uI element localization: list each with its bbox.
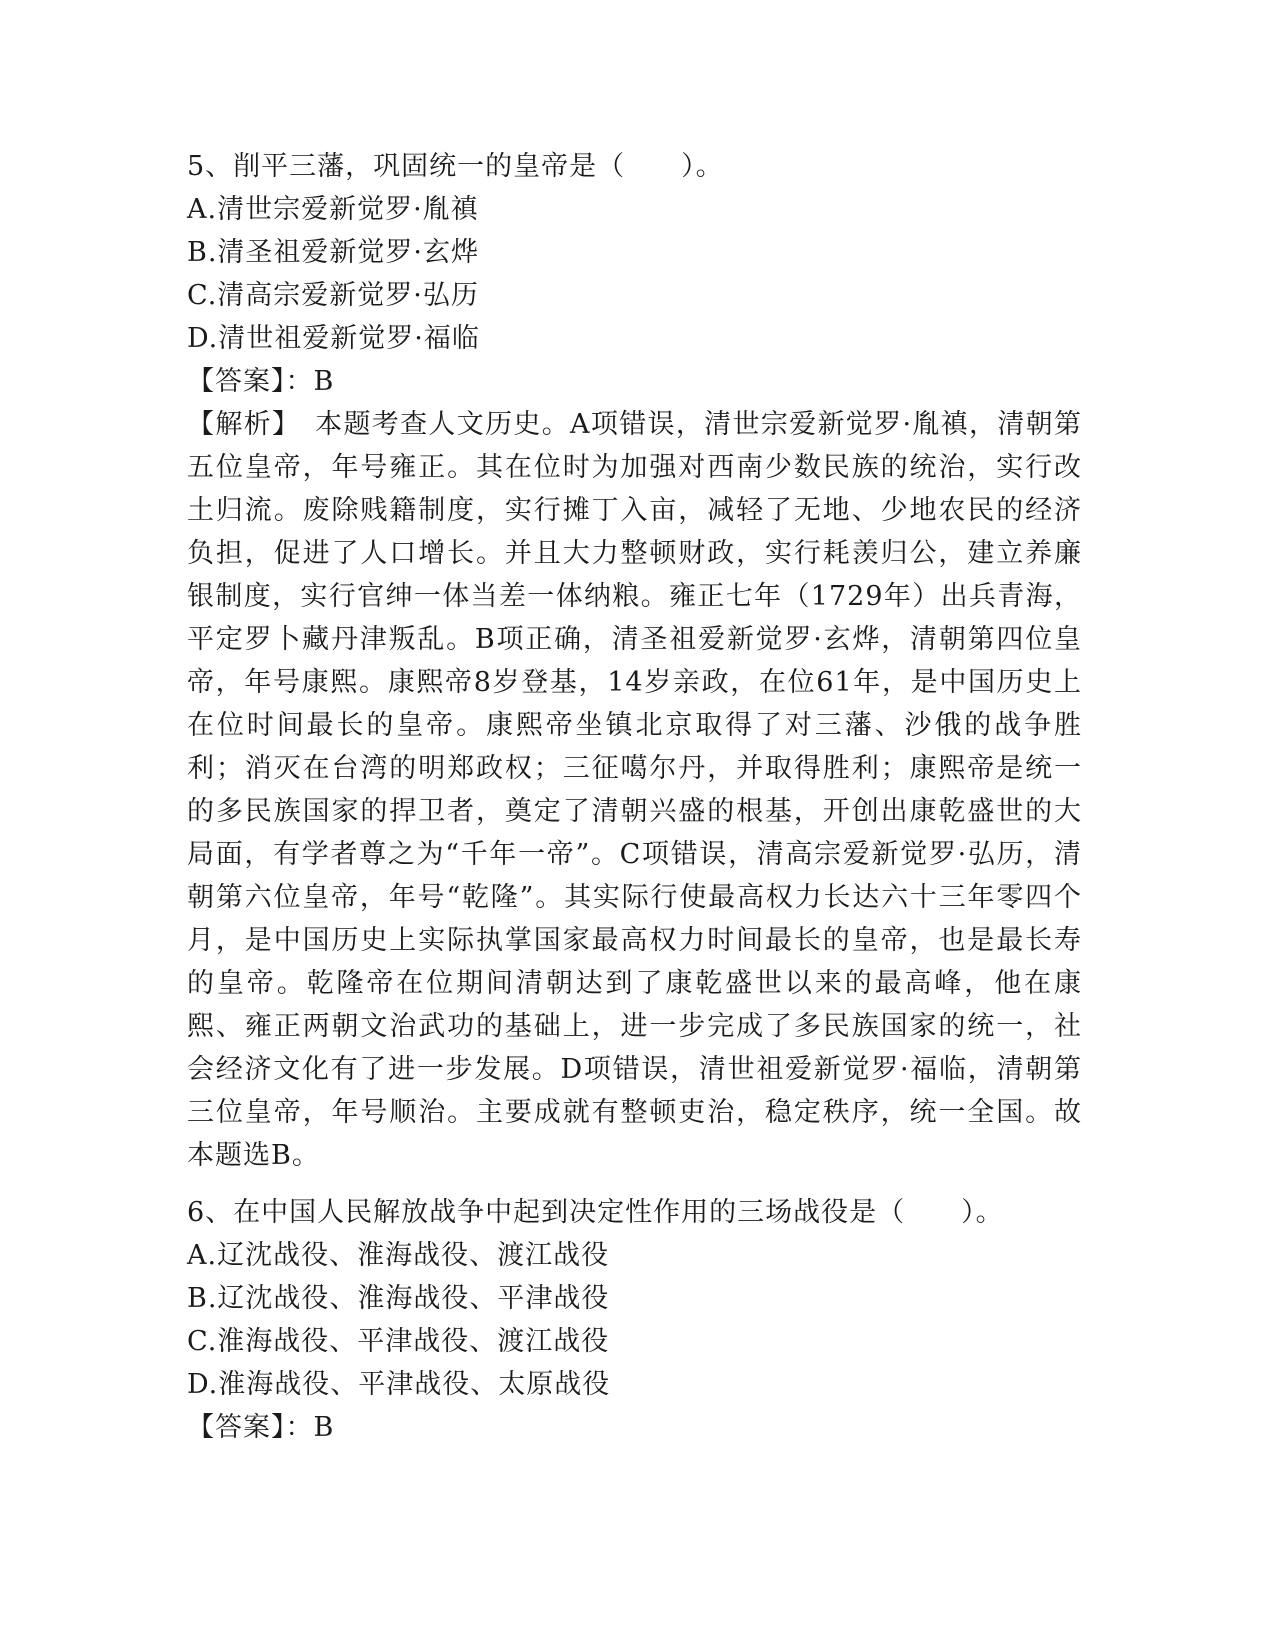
option-a: A.辽沈战役、淮海战役、渡江战役 xyxy=(187,1240,610,1271)
option-b: B.辽沈战役、淮海战役、平津战役 xyxy=(187,1283,610,1314)
option-d: D.淮海战役、平津战役、太原战役 xyxy=(187,1369,611,1400)
question-stem: 5、削平三藩，巩固统一的皇帝是（ ）。 xyxy=(187,151,724,182)
question-stem: 6、在中国人民解放战争中起到决定性作用的三场战役是（ ）。 xyxy=(187,1197,1004,1228)
option-c: C.淮海战役、平津战役、渡江战役 xyxy=(187,1326,610,1357)
option-b: B.清圣祖爱新觉罗·玄烨 xyxy=(187,237,480,268)
document-page xyxy=(187,145,1087,1449)
option-a: A.清世宗爱新觉罗·胤禛 xyxy=(187,194,479,225)
option-c: C.清高宗爱新觉罗·弘历 xyxy=(187,280,479,311)
option-d: D.清世祖爱新觉罗·福临 xyxy=(187,323,480,354)
explanation-paragraph: 【解析】 本题考查人文历史。A项错误，清世宗爱新觉罗·胤禛，清朝第五位皇帝，年号雍正。其在位时为加强对西南少数民族的统治，实行改土归流。废除贱籍制度，实行摊丁入亩，减轻了无地、少地农民的经济负担，促进了人口增长。并且大力整顿财政，实行耗羡归公，建立养廉银制度，实行官绅一体当差一体纳粮。雍正七年（1729年）出兵青海，平定罗卜藏丹津叛乱。B项正确，清圣祖爱新觉罗·玄烨，清朝第四位皇帝，年号康熙。康熙帝8岁登基，14岁亲政，在位61年，是中国历史上在位时间最长的皇帝。康熙帝坐镇北京取得了对三藩、沙俄的战争胜利；消灭在台湾的明郑政权；三征噶尔丹，并取得胜利；康熙帝是统一的多民族国家的捍卫者，奠定了清朝兴盛的根基，开创出康乾盛世的大局面，有学者尊之为“千年一帝”。C项错误，清高宗爱新觉罗·弘历，清朝第六位皇帝，年号“乾隆”。其实际行使最高权力长达六十三年零四个月，是中国历史上实际执掌国家最高权力时间最长的皇帝，也是最长寿的皇帝。乾隆帝在位期间清朝达到了康乾盛世以来的最高峰，他在康熙、雍正两朝文治武功的基础上，进一步完成了多民族国家的统一，社会经济文化有了进一步发展。D项错误，清世祖爱新觉罗·福临，清朝第三位皇帝，年号顺治。主要成就有整顿吏治，稳定秩序，统一全国。故本题选B。 xyxy=(187,409,1082,1171)
answer-line: 【答案】：B xyxy=(187,366,335,397)
question-spacer xyxy=(187,1177,1087,1191)
question-6 xyxy=(187,1191,1087,1449)
answer-line: 【答案】：B xyxy=(187,1412,335,1443)
question-5 xyxy=(187,145,1087,1177)
